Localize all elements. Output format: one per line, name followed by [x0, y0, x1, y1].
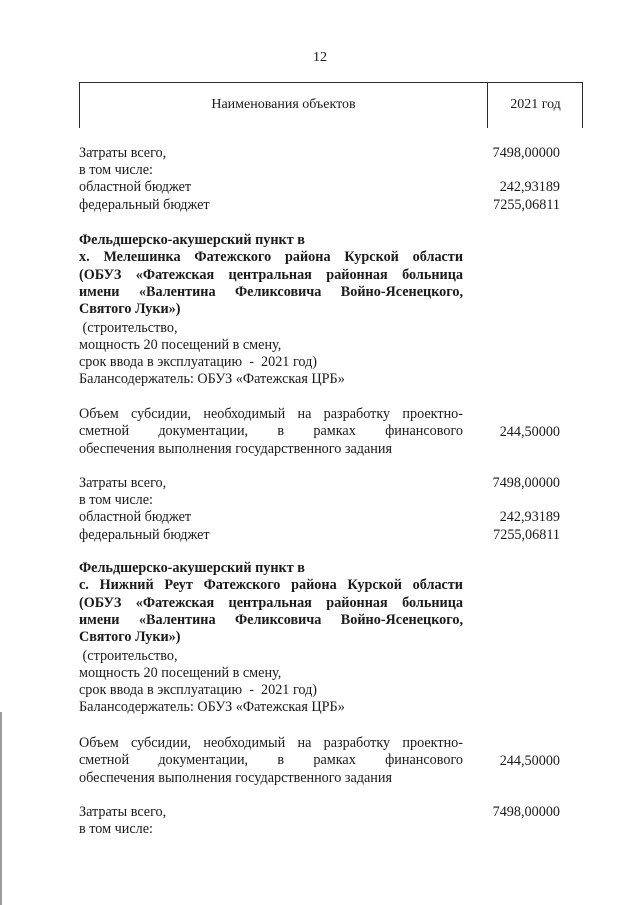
subsidy-line: сметной документации, в рамках финансового [79, 423, 463, 440]
total-value: 7498,00000 [492, 145, 560, 161]
subsidy-value: 244,50000 [499, 753, 560, 769]
title-line: Святого Луки») [79, 629, 181, 646]
object-title [79, 560, 463, 646]
scan-edge-line [0, 712, 2, 905]
subsidy-line: обеспечения выполнения государственного задания [79, 440, 393, 457]
title-line: имени «Валентина Феликсовича Войно-Ясенецкого, [79, 283, 463, 300]
title-line: (ОБУЗ «Фатежская центральная районная больница [79, 594, 463, 611]
object-detail: (строительство, [79, 648, 178, 664]
title-line: Фельдшерско-акушерский пункт в [79, 560, 305, 576]
subsidy-line: обеспечения выполнения государственного задания [79, 769, 393, 786]
subsidy-line: Объем субсидии, необходимый на разработку проектно- [79, 406, 463, 422]
balance-holder: Балансодержатель: ОБУЗ «Фатежская ЦРБ» [79, 699, 345, 715]
subsidy-text [79, 735, 463, 787]
federal-budget-value: 7255,06811 [493, 527, 560, 543]
title-line: х. Мелешинка Фатежского района Курской области [79, 249, 463, 266]
total-label: Затраты всего, [79, 804, 167, 820]
subsidy-line: сметной документации, в рамках финансового [79, 752, 463, 769]
including-label: в том числе: [79, 821, 153, 837]
federal-budget-label: федеральный бюджет [79, 197, 210, 213]
header-year: 2021 год [510, 97, 561, 112]
regional-budget-label: областной бюджет [79, 179, 192, 195]
object-detail: (строительство, [79, 320, 178, 336]
total-label: Затраты всего, [79, 145, 167, 161]
total-value: 7498,00000 [492, 804, 560, 820]
total-value: 7498,00000 [492, 475, 560, 491]
object-detail: срок ввода в эксплуатацию - 2021 год) [79, 682, 318, 698]
title-line: с. Нижний Реут Фатежского района Курской области [79, 577, 463, 594]
page-number: 12 [313, 50, 327, 65]
object-title [79, 232, 463, 318]
title-line: Святого Луки») [79, 301, 181, 318]
title-line: (ОБУЗ «Фатежская центральная районная больница [79, 266, 463, 283]
including-label: в том числе: [79, 162, 153, 178]
federal-budget-value: 7255,06811 [493, 197, 560, 213]
regional-budget-label: областной бюджет [79, 509, 192, 525]
including-label: в том числе: [79, 492, 153, 508]
regional-budget-value: 242,93189 [499, 179, 560, 195]
federal-budget-label: федеральный бюджет [79, 527, 210, 543]
object-detail: мощность 20 посещений в смену, [79, 337, 282, 353]
subsidy-text [79, 406, 463, 458]
object-detail: мощность 20 посещений в смену, [79, 665, 282, 681]
subsidy-line: Объем субсидии, необходимый на разработку проектно- [79, 735, 463, 751]
title-line: имени «Валентина Феликсовича Войно-Ясенецкого, [79, 611, 463, 628]
total-label: Затраты всего, [79, 475, 167, 491]
subsidy-value: 244,50000 [499, 424, 560, 440]
object-detail: срок ввода в эксплуатацию - 2021 год) [79, 354, 318, 370]
title-line: Фельдшерско-акушерский пункт в [79, 232, 305, 248]
table-header [79, 82, 583, 128]
header-objects: Наименования объектов [211, 97, 356, 112]
balance-holder: Балансодержатель: ОБУЗ «Фатежская ЦРБ» [79, 371, 345, 387]
regional-budget-value: 242,93189 [499, 509, 560, 525]
